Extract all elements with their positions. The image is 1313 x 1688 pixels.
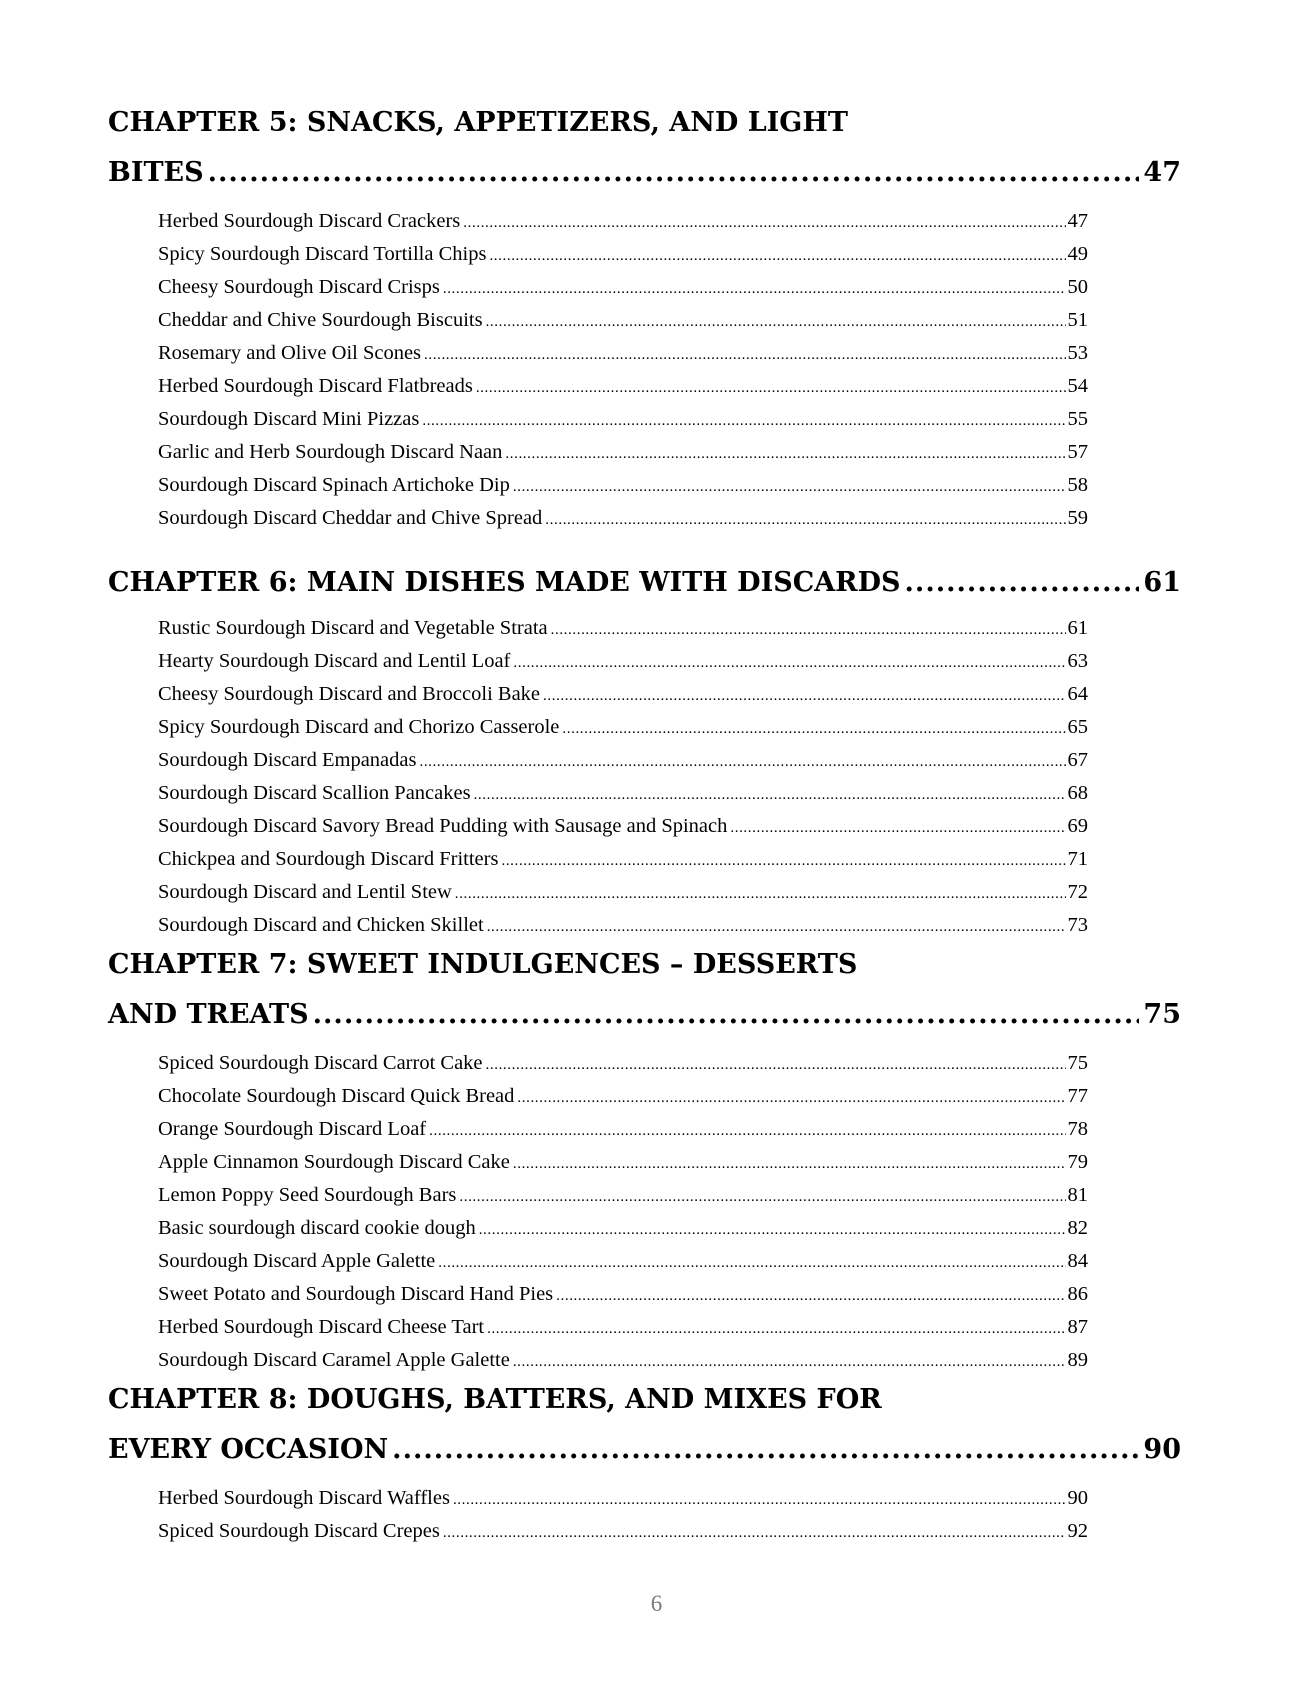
entry-title: Apple Cinnamon Sourdough Discard Cake (158, 1151, 510, 1173)
dot-leader (455, 878, 1066, 910)
toc-entry[interactable] (158, 1080, 1088, 1112)
chapter-page-number: 47 (1143, 157, 1181, 188)
entry-page-number: 51 (1067, 309, 1088, 331)
chapter-title-line1: CHAPTER 5: SNACKS, APPETIZERS, AND LIGHT (108, 107, 848, 138)
toc-entry[interactable] (158, 777, 1088, 809)
chapter-title-row (108, 148, 1181, 198)
toc-entry[interactable] (158, 403, 1088, 435)
dot-leader (419, 746, 1065, 778)
chapter-page-number: 75 (1143, 999, 1181, 1030)
toc-entry[interactable] (158, 205, 1088, 237)
chapter-heading[interactable] (108, 508, 1181, 608)
dot-leader (486, 1049, 1066, 1081)
chapter-page-number: 90 (1143, 1434, 1181, 1465)
dot-leader (487, 1313, 1065, 1345)
entry-title: Sourdough Discard Savory Bread Pudding with Sausage and Spinach (158, 815, 728, 837)
dot-leader (313, 990, 1140, 1040)
dot-leader (459, 1181, 1065, 1213)
toc-entry[interactable] (158, 370, 1088, 402)
entry-title: Sourdough Discard Spinach Artichoke Dip (158, 474, 510, 496)
toc-entry[interactable] (158, 436, 1088, 468)
entry-title: Cheesy Sourdough Discard Crisps (158, 276, 440, 298)
toc-entry[interactable] (158, 744, 1088, 776)
entry-page-number: 79 (1067, 1151, 1088, 1173)
toc-entry[interactable] (158, 1212, 1088, 1244)
dot-leader (443, 1517, 1066, 1549)
toc-entry[interactable] (158, 1047, 1088, 1079)
entry-title: Hearty Sourdough Discard and Lentil Loaf (158, 650, 511, 672)
entry-title: Cheddar and Chive Sourdough Biscuits (158, 309, 483, 331)
entry-page-number: 87 (1067, 1316, 1088, 1338)
dot-leader (424, 339, 1065, 371)
entry-title: Sourdough Discard Apple Galette (158, 1250, 436, 1272)
toc-entry[interactable] (158, 711, 1088, 743)
dot-leader (208, 148, 1140, 198)
entry-page-number: 86 (1067, 1283, 1088, 1305)
entry-title: Rustic Sourdough Discard and Vegetable Strata (158, 617, 548, 639)
entry-page-number: 73 (1067, 914, 1088, 936)
chapter-heading[interactable] (108, 940, 1181, 1040)
toc-entry[interactable] (158, 1515, 1088, 1547)
entry-title: Spicy Sourdough Discard Tortilla Chips (158, 243, 487, 265)
toc-entry[interactable] (158, 469, 1088, 501)
toc-entry[interactable] (158, 238, 1088, 270)
entry-title: Garlic and Herb Sourdough Discard Naan (158, 441, 503, 463)
toc-entry[interactable] (158, 810, 1088, 842)
chapter-title-line1: CHAPTER 7: SWEET INDULGENCES – DESSERTS (108, 949, 858, 980)
entry-title: Sourdough Discard Mini Pizzas (158, 408, 420, 430)
entry-title: Spiced Sourdough Discard Carrot Cake (158, 1052, 483, 1074)
dot-leader (517, 1082, 1065, 1114)
entry-page-number: 65 (1067, 716, 1088, 738)
dot-leader (453, 1484, 1066, 1516)
entry-page-number: 82 (1067, 1217, 1088, 1239)
toc-entry[interactable] (158, 645, 1088, 677)
chapter-title-line2: EVERY OCCASION (108, 1434, 389, 1465)
dot-leader (562, 713, 1065, 745)
entry-page-number: 59 (1067, 507, 1088, 529)
entry-title: Sourdough Discard and Lentil Stew (158, 881, 452, 903)
chapter-title-row (108, 990, 1181, 1040)
toc-entry[interactable] (158, 876, 1088, 908)
entry-title: Spiced Sourdough Discard Crepes (158, 1520, 440, 1542)
dot-leader (474, 779, 1066, 811)
dot-leader (489, 240, 1065, 272)
entry-title: Sourdough Discard Caramel Apple Galette (158, 1349, 510, 1371)
dot-leader (422, 405, 1065, 437)
toc-entry[interactable] (158, 304, 1088, 336)
chapter-title-line1: CHAPTER 8: DOUGHS, BATTERS, AND MIXES FOR (108, 1384, 882, 1415)
chapter-title-line2: AND TREATS (108, 999, 309, 1030)
chapter-title-line2: BITES (108, 157, 204, 188)
entry-title: Herbed Sourdough Discard Waffles (158, 1487, 450, 1509)
entry-title: Chocolate Sourdough Discard Quick Bread (158, 1085, 515, 1107)
dot-leader (551, 614, 1066, 646)
entry-page-number: 49 (1067, 243, 1088, 265)
entry-title: Sourdough Discard and Chicken Skillet (158, 914, 484, 936)
entry-page-number: 53 (1067, 342, 1088, 364)
entry-page-number: 75 (1067, 1052, 1088, 1074)
entry-title: Rosemary and Olive Oil Scones (158, 342, 422, 364)
entry-page-number: 57 (1067, 441, 1088, 463)
entry-page-number: 92 (1067, 1520, 1088, 1542)
toc-entry[interactable] (158, 843, 1088, 875)
entry-page-number: 72 (1067, 881, 1088, 903)
dot-leader (513, 471, 1066, 503)
toc-entry[interactable] (158, 612, 1088, 644)
toc-entry[interactable] (158, 337, 1088, 369)
entry-title: Lemon Poppy Seed Sourdough Bars (158, 1184, 457, 1206)
dot-leader (443, 273, 1066, 305)
dot-leader (556, 1280, 1065, 1312)
toc-entry[interactable] (158, 1146, 1088, 1178)
entry-page-number: 71 (1067, 848, 1088, 870)
dot-leader (505, 438, 1065, 470)
entry-page-number: 61 (1067, 617, 1088, 639)
dot-leader (429, 1115, 1065, 1147)
dot-leader (501, 845, 1065, 877)
entry-page-number: 54 (1067, 375, 1088, 397)
entry-title: Cheesy Sourdough Discard and Broccoli Bake (158, 683, 541, 705)
dot-leader (905, 558, 1140, 608)
entry-page-number: 64 (1067, 683, 1088, 705)
entry-page-number: 67 (1067, 749, 1088, 771)
chapter-heading[interactable] (108, 1375, 1181, 1475)
toc-entry[interactable] (158, 1482, 1088, 1514)
toc-entry[interactable] (158, 1344, 1088, 1376)
entry-page-number: 78 (1067, 1118, 1088, 1140)
entry-title: Chickpea and Sourdough Discard Fritters (158, 848, 499, 870)
entry-title: Sweet Potato and Sourdough Discard Hand Pies (158, 1283, 554, 1305)
chapter-title-line2: CHAPTER 6: MAIN DISHES MADE WITH DISCARDS (108, 567, 901, 598)
entry-title: Basic sourdough discard cookie dough (158, 1217, 476, 1239)
entry-page-number: 50 (1067, 276, 1088, 298)
dot-leader (513, 647, 1065, 679)
chapter-heading[interactable] (108, 98, 1181, 198)
toc-entry[interactable] (158, 1179, 1088, 1211)
dot-leader (513, 1346, 1066, 1378)
entry-title: Sourdough Discard Cheddar and Chive Spread (158, 507, 543, 529)
entry-title: Orange Sourdough Discard Loaf (158, 1118, 427, 1140)
dot-leader (479, 1214, 1066, 1246)
entry-page-number: 77 (1067, 1085, 1088, 1107)
toc-entry[interactable] (158, 1245, 1088, 1277)
chapter-title-row (108, 558, 1181, 608)
entry-page-number: 58 (1067, 474, 1088, 496)
entry-page-number: 84 (1067, 1250, 1088, 1272)
dot-leader (463, 207, 1065, 239)
entry-page-number: 81 (1067, 1184, 1088, 1206)
entry-title: Herbed Sourdough Discard Cheese Tart (158, 1316, 485, 1338)
entry-title: Spicy Sourdough Discard and Chorizo Casserole (158, 716, 560, 738)
entry-title: Sourdough Discard Empanadas (158, 749, 417, 771)
entry-page-number: 89 (1067, 1349, 1088, 1371)
entry-page-number: 68 (1067, 782, 1088, 804)
chapter-page-number: 61 (1143, 567, 1181, 598)
toc-entry[interactable] (158, 1113, 1088, 1145)
entry-title: Herbed Sourdough Discard Flatbreads (158, 375, 473, 397)
chapter-title-line1 (108, 508, 1181, 558)
entry-page-number: 47 (1067, 210, 1088, 232)
toc-entry[interactable] (158, 271, 1088, 303)
toc-entry[interactable] (158, 1311, 1088, 1343)
dot-leader (438, 1247, 1065, 1279)
toc-entry[interactable] (158, 678, 1088, 710)
entry-page-number: 69 (1067, 815, 1088, 837)
dot-leader (392, 1425, 1139, 1475)
entry-page-number: 63 (1067, 650, 1088, 672)
dot-leader (486, 306, 1066, 338)
dot-leader (543, 680, 1065, 712)
dot-leader (513, 1148, 1066, 1180)
entry-title: Sourdough Discard Scallion Pancakes (158, 782, 471, 804)
dot-leader (487, 911, 1066, 943)
chapter-title-row (108, 1425, 1181, 1475)
toc-entry[interactable] (158, 1278, 1088, 1310)
entry-page-number: 90 (1067, 1487, 1088, 1509)
entry-page-number: 55 (1067, 408, 1088, 430)
entry-title: Herbed Sourdough Discard Crackers (158, 210, 461, 232)
toc-entry[interactable] (158, 909, 1088, 941)
page-number: 6 (650, 1591, 663, 1616)
dot-leader (730, 812, 1065, 844)
dot-leader (476, 372, 1066, 404)
